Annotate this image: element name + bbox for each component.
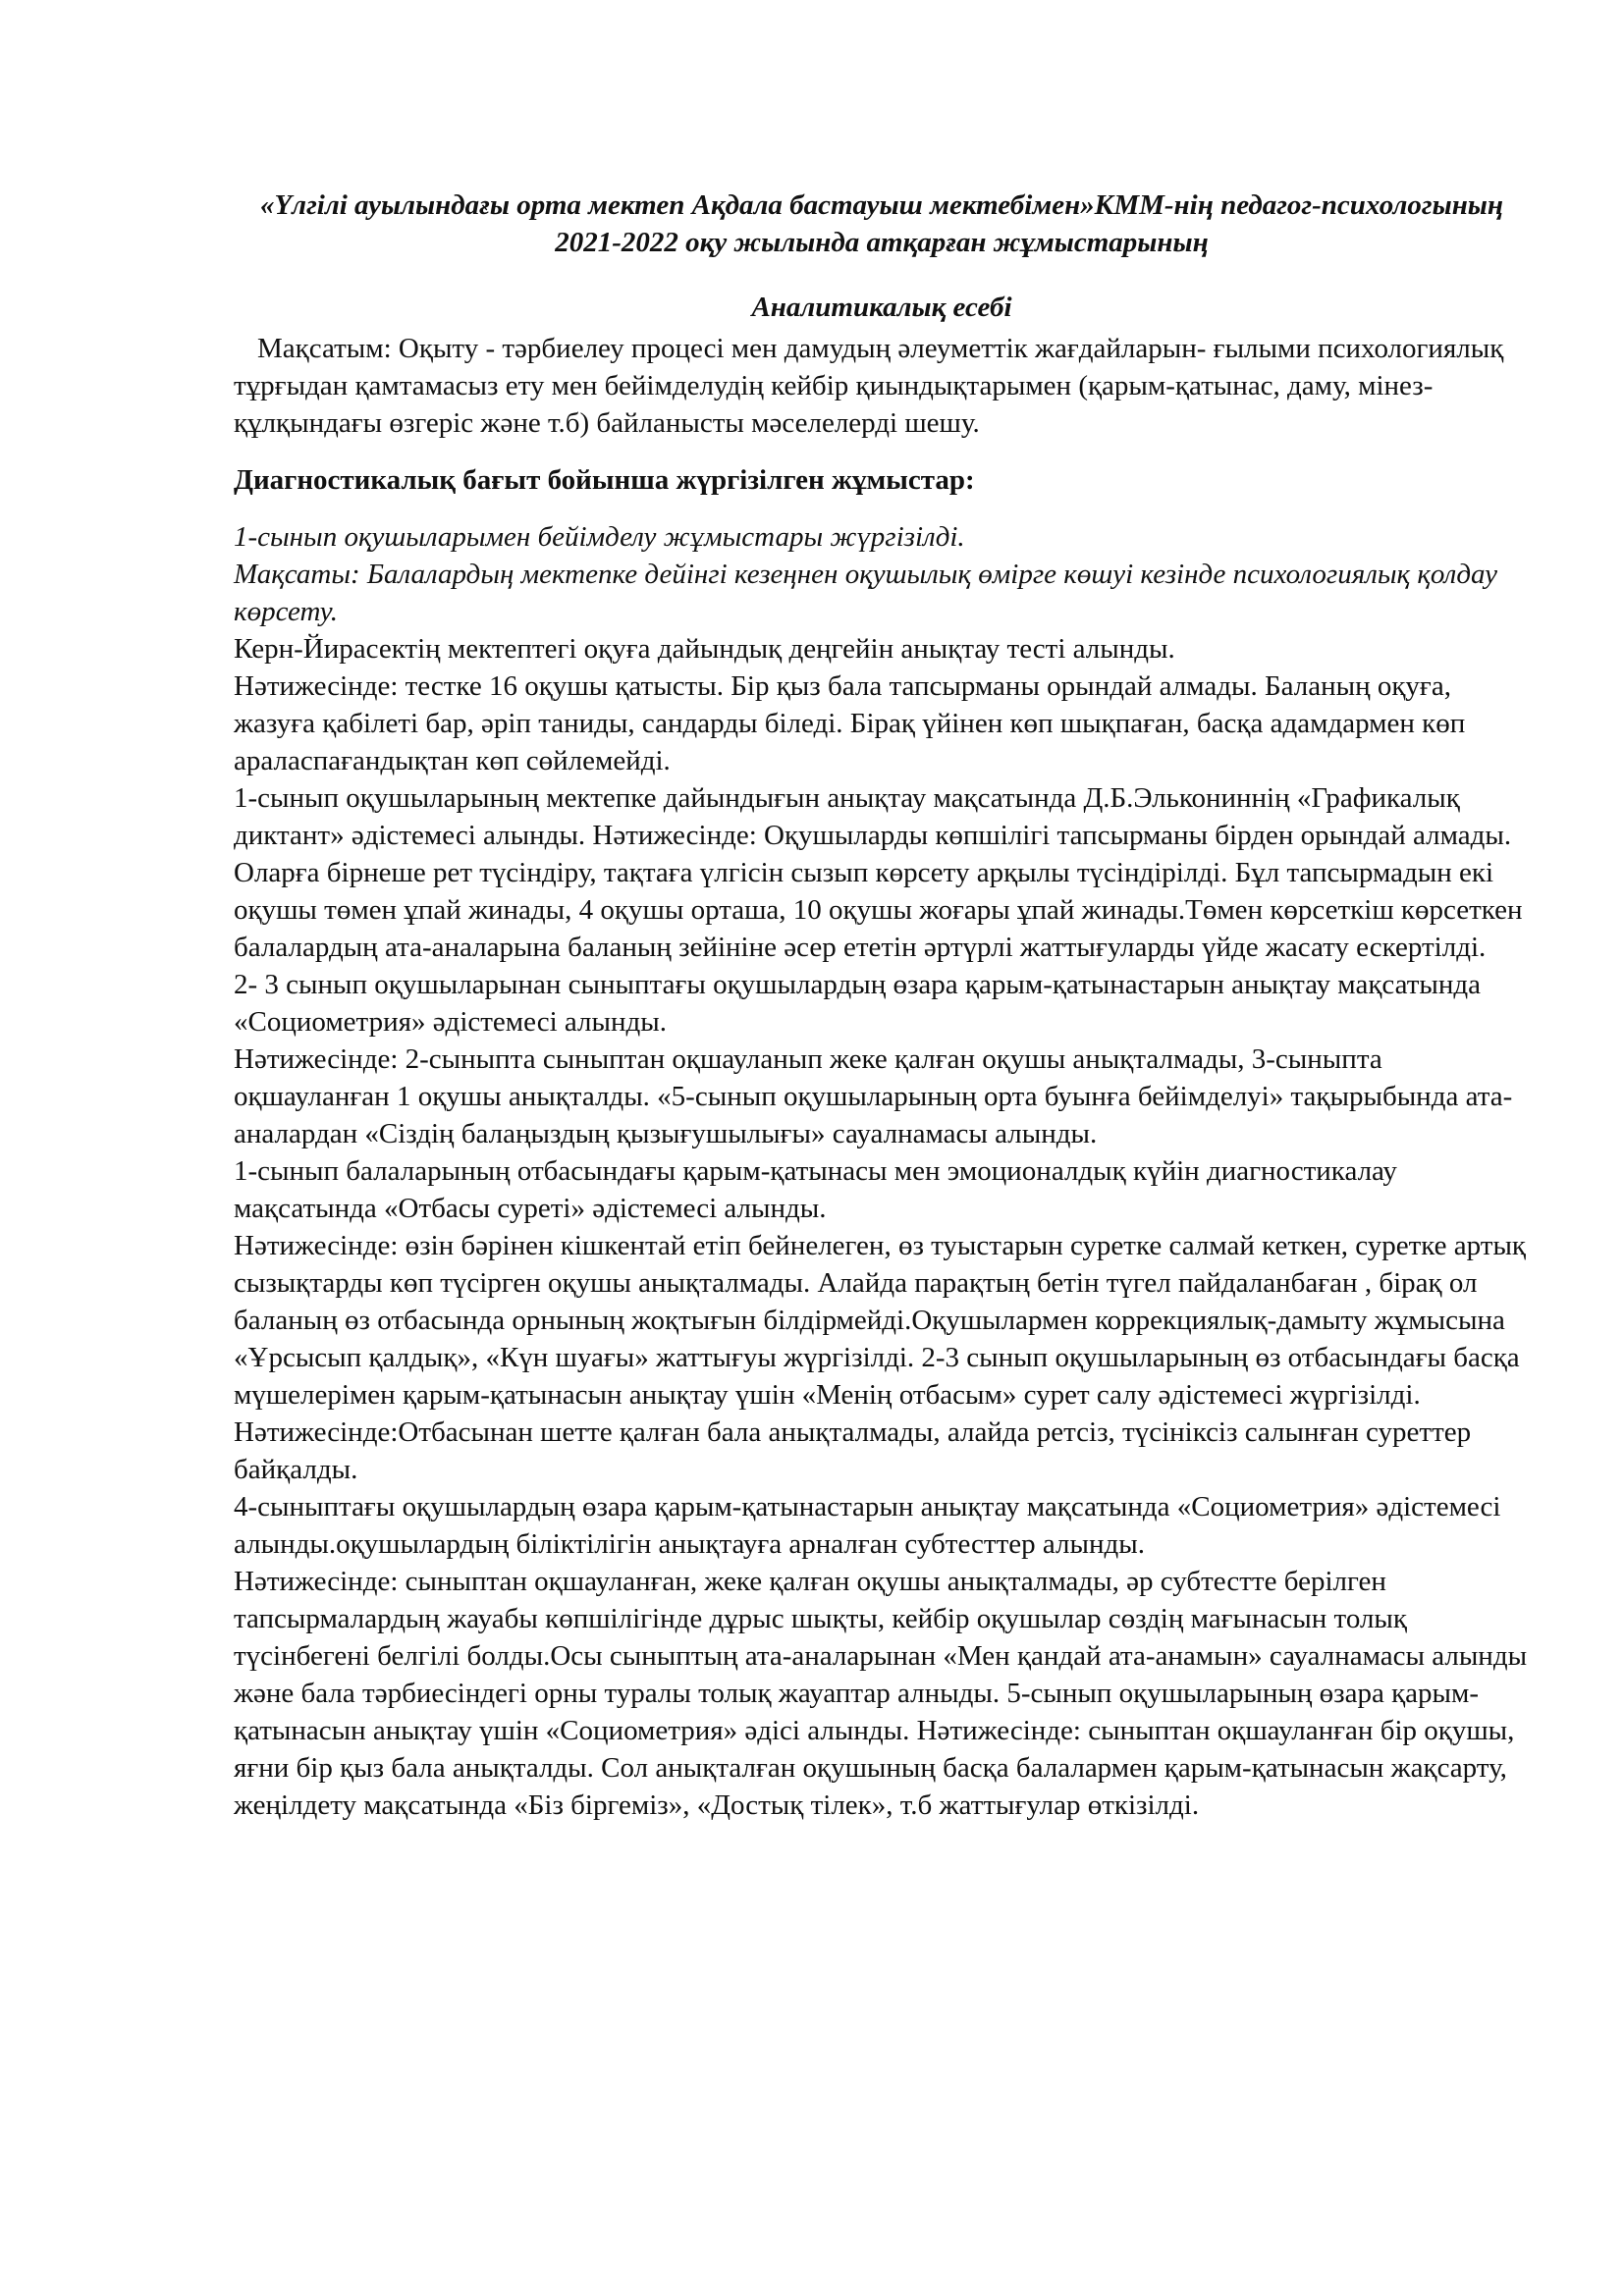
document-page bbox=[234, 187, 1530, 1824]
body-paragraph: 2- 3 сынып оқушыларынан сыныптағы оқушылардың өзара қарым-қатынастарын анықтау мақсатында «Социометрия» әдістемесі алынды. bbox=[234, 969, 1482, 1038]
body-paragraph: Нәтижесінде: 2-сыныпта сыныптан оқшауланып жеке қалған оқушы анықталмады, 3-сыныпта оқшауланған 1 оқушы анықталды. «5-сынып оқушыларының орта буынға бейімделуі» тақырыбында ата-аналардан «Сіздің балаңыздың қызығушылығы» сауалнамасы алынды. bbox=[234, 1043, 1513, 1149]
italic-line: 1-сынып оқушыларымен бейімделу жұмыстары жүргізілді. bbox=[234, 521, 965, 553]
body-paragraph: Нәтижесінде:Отбасынан шетте қалған бала анықталмады, алайда ретсіз, түсініксіз салынған суреттер байқалды. bbox=[234, 1416, 1472, 1485]
body-paragraph: Нәтижесінде: өзін бәрінен кішкентай етіп бейнелеген, өз туыстарын суретке салмай кеткен, суретке артық сызықтарды көп түсірген оқушы анықталмады. Алайда парақтың бетін түгел пайдаланбаған , бірақ ол баланың өз отбасында орнының жоқтығын білдірмейді.Оқушылармен коррекциялық-дамыту жұмысына «Ұрсысып қалдық», «Күн шуағы» жаттығуы жүргізілді. 2-3 сынып оқушыларының өз отбасындағы басқа мүшелерімен қарым-қатынасын анықтау үшін «Менің отбасым» сурет салу әдістемесі жүргізілді. bbox=[234, 1230, 1527, 1411]
body-paragraph: 4-сыныптағы оқушылардың өзара қарым-қатынастарын анықтау мақсатында «Социометрия» әдістемесі алынды.оқушылардың біліктілігін анықтауға арналған субтесттер алынды. bbox=[234, 1491, 1501, 1560]
body-paragraph: 1-сынып оқушыларының мектепке дайындығын анықтау мақсатында Д.Б.Элькониннің «Графикалық диктант» әдістемесі алынды. Нәтижесінде: Оқушыларды көпшілігі тапсырманы бірден орындай алмады. Оларға бірнеше рет түсіндіру, тақтаға үлгісін сызып көрсету арқылы түсіндірілді. Бұл тапсырмадын екі оқушы төмен ұпай жинады, 4 оқушы орташа, 10 оқушы жоғары ұпай жинады.Төмен көрсеткіш көрсеткен балалардың ата-аналарына баланың зейініне әсер ететін әртүрлі жаттығуларды үйде жасату ескертілді. bbox=[234, 782, 1523, 963]
body-paragraph: 1-сынып балаларының отбасындағы қарым-қатынасы мен эмоционалдық күйін диагностикалау мақсатында «Отбасы суреті» әдістемесі алынды. bbox=[234, 1155, 1397, 1224]
document-subtitle: Аналитикалық есебі bbox=[751, 292, 1012, 323]
document-title: «Үлгілі ауылындағы орта мектеп Ақдала бастауыш мектебімен»КММ-нің педагог-психологының 2021-2022 оқу жылында атқарған жұмыстарының bbox=[259, 189, 1504, 258]
italic-block bbox=[234, 518, 1530, 630]
goal-paragraph: Мақсатым: Оқыту - тәрбиелеу процесі мен дамудың әлеуметтік жағдайларын- ғылыми психологиялық тұрғыдан қамтамасыз ету мен бейімделудің кейбір қиындықтарымен (қарым-қатынас, даму, мінез- құлқындағы өзгеріс және т.б) байланысты мәселелерді шешу. bbox=[234, 333, 1504, 439]
italic-line: Мақсаты: Балалардың мектепке дейінгі кезеңнен оқушылық өмірге көшуі кезінде психологиялық қолдау көрсету. bbox=[234, 559, 1497, 627]
body-paragraph: Керн-Йирасектің мектептегі оқуға дайындық деңгейін анықтау тесті алынды. bbox=[234, 633, 1175, 665]
section-heading: Диагностикалық бағыт бойынша жүргізілген жұмыстар: bbox=[234, 464, 975, 496]
body-paragraph: Нәтижесінде: сыныптан оқшауланған, жеке қалған оқушы анықталмады, әр субтестте берілген тапсырмалардың жауабы көпшілігінде дұрыс шықты, кейбір оқушылар сөздің мағынасын толық түсінбегені белгілі болды.Осы сыныптың ата-аналарынан «Мен қандай ата-анамын» сауалнамасы алынды және бала тәрбиесіндегі орны туралы толық жауаптар алныды. 5-сынып оқушыларының өзара қарым-қатынасын анықтау үшін «Социометрия» әдісі алынды. Нәтижесінде: сыныптан оқшауланған бір оқушы, яғни бір қыз бала анықталды. Сол анықталған оқушының басқа балалармен қарым-қатынасын жақсарту, жеңілдету мақсатында «Біз біргеміз», «Достық тілек», т.б жаттығулар өткізілді. bbox=[234, 1566, 1528, 1821]
body-paragraph: Нәтижесінде: тестке 16 оқушы қатысты. Бір қыз бала тапсырманы орындай алмады. Баланың оқуға, жазуға қабілеті бар, әріп таниды, сандарды біледі. Бірақ үйінен көп шықпаған, басқа адамдармен көп араласпағандықтан көп сөйлемейді. bbox=[234, 670, 1466, 776]
